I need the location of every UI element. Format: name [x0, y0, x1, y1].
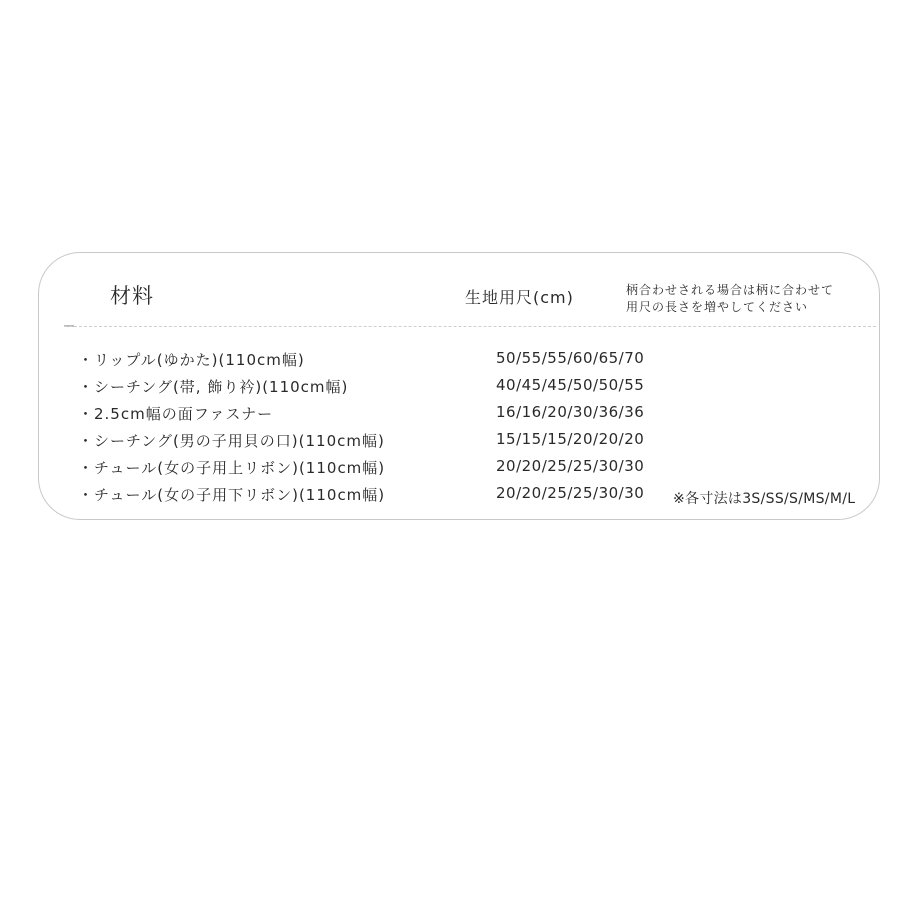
material-amounts: 40/45/45/50/50/55 — [496, 376, 645, 394]
pattern-matching-note — [626, 282, 834, 316]
list-item — [78, 347, 878, 374]
material-name: ・リップル(ゆかた)(110cm幅) — [78, 351, 305, 369]
material-amounts: 16/16/20/30/36/36 — [496, 403, 645, 421]
note-line-2: 用尺の長さを増やしてください — [626, 300, 809, 314]
material-name: ・チュール(女の子用上リボン)(110cm幅) — [78, 459, 386, 477]
list-item — [78, 455, 878, 482]
material-name: ・チュール(女の子用下リボン)(110cm幅) — [78, 486, 386, 504]
dashed-divider — [64, 326, 876, 327]
size-footnote: ※各寸法は3S/SS/S/MS/M/L — [673, 491, 856, 507]
material-amounts: 20/20/25/25/30/30 — [496, 457, 645, 475]
material-amounts: 15/15/15/20/20/20 — [496, 430, 645, 448]
materials-title: 材料 — [110, 284, 154, 308]
material-amounts: 20/20/25/25/30/30 — [496, 484, 645, 502]
materials-list — [78, 347, 878, 509]
list-item — [78, 428, 878, 455]
list-item — [78, 374, 878, 401]
material-name: ・シーチング(男の子用貝の口)(110cm幅) — [78, 432, 385, 450]
material-name: ・シーチング(帯, 飾り衿)(110cm幅) — [78, 378, 349, 396]
list-item — [78, 401, 878, 428]
material-name: ・2.5cm幅の面ファスナー — [78, 405, 274, 423]
fabric-amount-header: 生地用尺(cm) — [465, 288, 574, 307]
note-line-1: 柄合わせされる場合は柄に合わせて — [626, 283, 835, 297]
material-amounts: 50/55/55/60/65/70 — [496, 349, 645, 367]
